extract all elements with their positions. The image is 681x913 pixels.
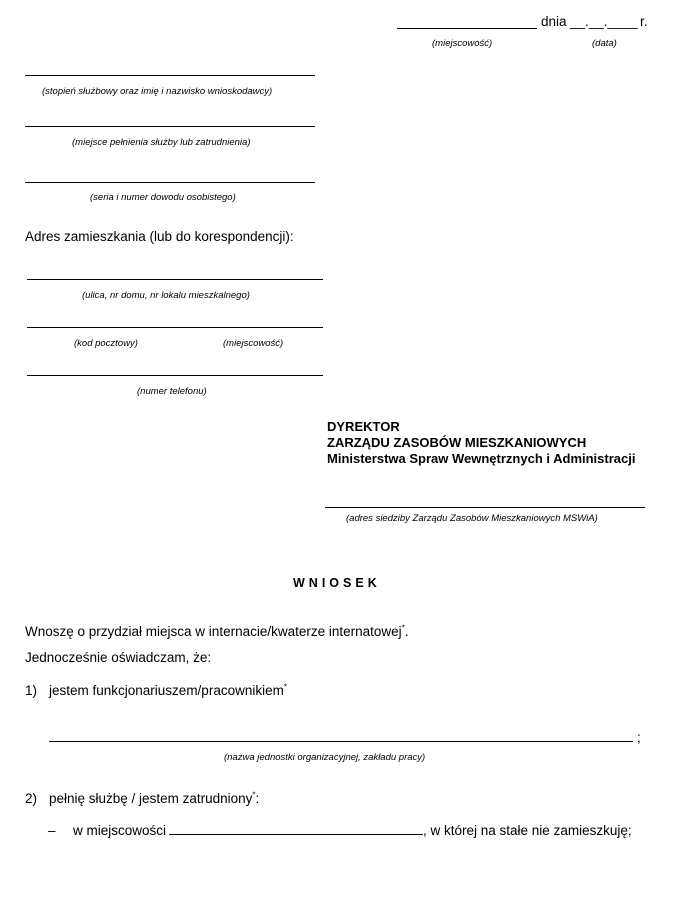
request-end: . xyxy=(404,624,409,639)
recipient-address-line[interactable] xyxy=(325,507,645,508)
item-1-label: jestem funkcjonariuszem/pracownikiem xyxy=(49,683,284,698)
locality-prefix: w miejscowości xyxy=(73,823,167,838)
place-line[interactable] xyxy=(397,28,537,29)
rank-name-caption: (stopień służbowy oraz imię i nazwisko wnioskodawcy) xyxy=(42,86,273,97)
item-2-number: 2) xyxy=(25,791,38,806)
rank-name-line[interactable] xyxy=(25,75,315,76)
id-caption: (seria i numer dowodu osobistego) xyxy=(90,192,236,203)
document-title: WNIOSEK xyxy=(293,576,381,590)
request-sentence: Wnoszę o przydział miejsca w internacie/kwaterze internatowej xyxy=(25,624,402,639)
request-text xyxy=(25,624,409,639)
declare-text: Jednocześnie oświadczam, że: xyxy=(25,650,212,665)
date-caption: (data) xyxy=(592,38,617,49)
city-caption: (miejscowość) xyxy=(223,338,284,349)
locality-dash: – xyxy=(48,823,56,838)
recipient-line-3: Ministerstwa Spraw Wewnętrznych i Administracji xyxy=(327,451,636,466)
unit-semicolon: ; xyxy=(637,730,641,745)
recipient-address-caption: (adres siedziby Zarządu Zasobów Mieszkaniowych MSWiA) xyxy=(346,513,598,524)
service-place-caption: (miejsce pełnienia służby lub zatrudnienia) xyxy=(72,137,251,148)
item-2-label: pełnię służbę / jestem zatrudniony xyxy=(49,791,253,806)
item-1-text xyxy=(49,683,287,698)
postal-city-line[interactable] xyxy=(27,327,323,328)
footnote-mark: * xyxy=(401,623,405,633)
item-2-end: : xyxy=(255,791,260,806)
footnote-mark: * xyxy=(283,682,287,692)
item-2-text xyxy=(49,791,259,806)
id-line[interactable] xyxy=(25,182,315,183)
dnia-label: dnia xyxy=(541,14,567,29)
item-1-number: 1) xyxy=(25,683,38,698)
postal-caption: (kod pocztowy) xyxy=(74,338,138,349)
recipient-line-2: ZARZĄDU ZASOBÓW MIESZKANIOWYCH xyxy=(327,435,587,450)
year-suffix: r. xyxy=(640,14,648,29)
service-place-line[interactable] xyxy=(25,126,315,127)
recipient-line-1: DYREKTOR xyxy=(327,419,400,434)
footnote-mark: * xyxy=(252,790,256,800)
locality-line[interactable] xyxy=(169,834,423,835)
street-line[interactable] xyxy=(27,279,323,280)
unit-caption: (nazwa jednostki organizacyjnej, zakładu pracy) xyxy=(224,752,426,763)
address-heading: Adres zamieszkania (lub do korespondencji): xyxy=(25,229,294,244)
place-caption: (miejscowość) xyxy=(432,38,493,49)
unit-line[interactable] xyxy=(49,741,633,742)
phone-line[interactable] xyxy=(27,375,323,376)
phone-caption: (numer telefonu) xyxy=(137,386,207,397)
locality-suffix: , w której na stałe nie zamieszkuję; xyxy=(423,823,632,838)
date-blanks[interactable]: __.__.____ xyxy=(570,14,638,29)
street-caption: (ulica, nr domu, nr lokalu mieszkalnego) xyxy=(82,290,250,301)
